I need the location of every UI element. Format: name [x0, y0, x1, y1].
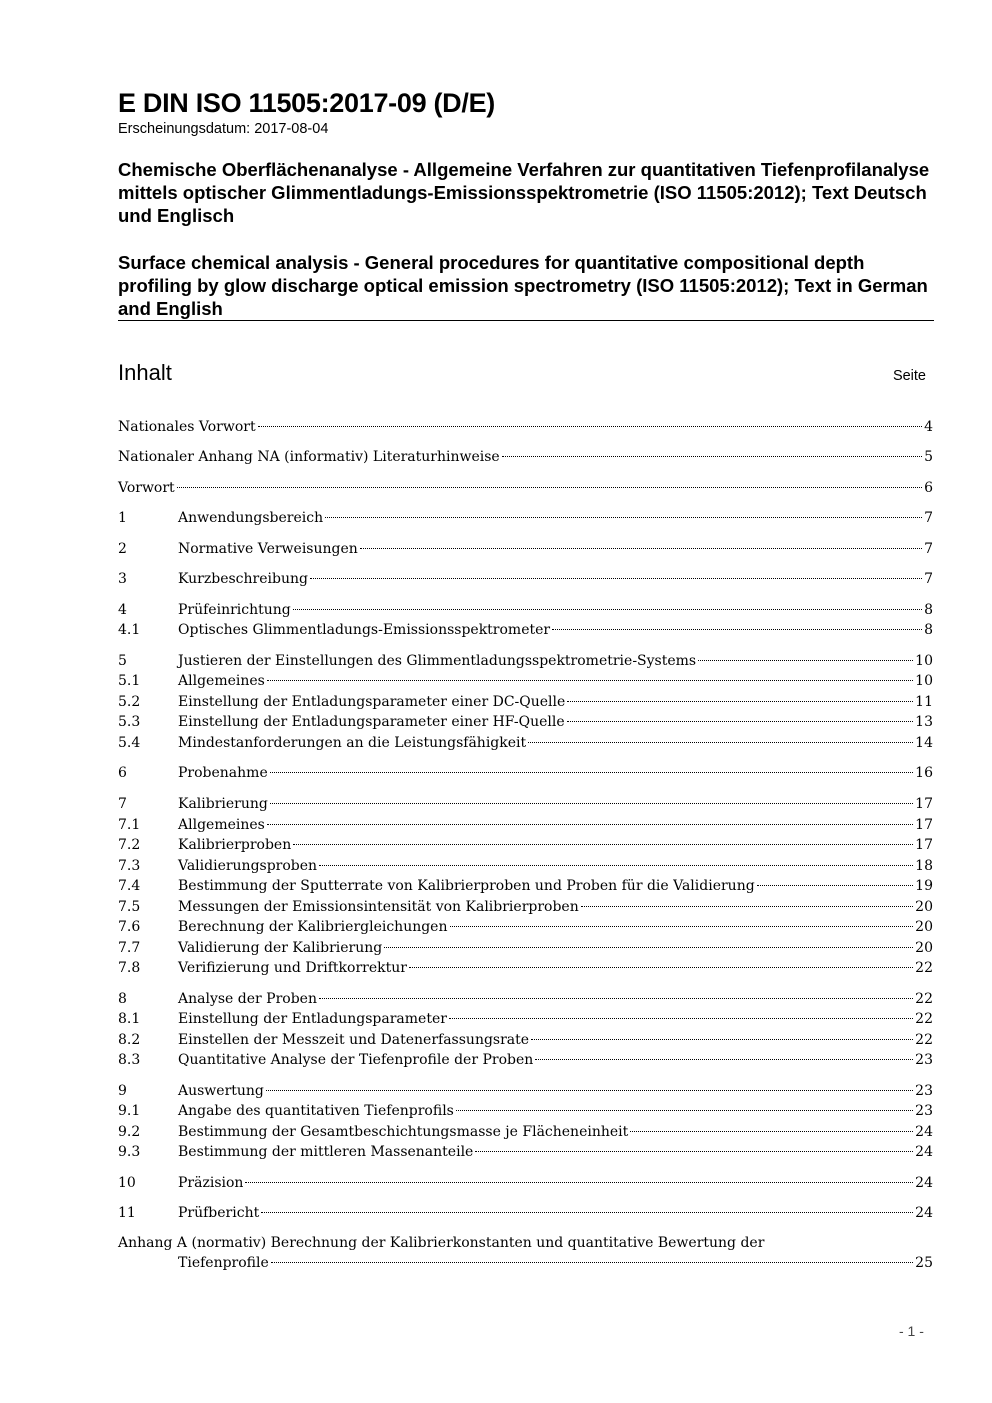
toc-entry-number: 5.4 — [118, 735, 141, 751]
toc-leader — [267, 824, 913, 825]
toc-entry[interactable] — [118, 856, 933, 877]
title-german: Chemische Oberflächenanalyse - Allgemeine Verfahren zur quantitativen Tiefenprofilanalyse mittels optischer Glimmentladungs-Emissionsspektrometrie (ISO 11505:2012); Text Deutsch und Englisch — [118, 159, 930, 226]
toc-entry[interactable] — [118, 835, 933, 856]
toc-entry-number: 8.3 — [118, 1052, 141, 1068]
toc-entry-title: Anwendungsbereich — [178, 510, 324, 526]
toc-entry-page: 13 — [915, 714, 933, 730]
toc-leader — [319, 865, 913, 866]
toc-entry-number: 4 — [118, 602, 127, 618]
toc-entry-title: Verifizierung und Driftkorrektur — [178, 960, 407, 976]
toc-entry-page: 20 — [915, 899, 933, 915]
toc-entry-title: Nationaler Anhang NA (informativ) Literaturhinweise — [118, 449, 500, 465]
toc-entry-title: Angabe des quantitativen Tiefenprofils — [178, 1103, 454, 1119]
toc-entry[interactable] — [118, 917, 933, 938]
toc-entry-page: 10 — [915, 673, 933, 689]
toc-entry-page: 22 — [915, 960, 933, 976]
toc-leader — [293, 609, 922, 610]
toc-leader — [567, 701, 913, 702]
toc-entry[interactable] — [118, 989, 933, 1010]
toc-entry-page: 7 — [924, 510, 933, 526]
toc-entry-page: 5 — [924, 449, 933, 465]
toc-entry-number: 5.3 — [118, 714, 141, 730]
toc-leader — [450, 926, 914, 927]
publication-date: Erscheinungsdatum: 2017-08-04 — [118, 121, 329, 137]
toc-entry-title: Einstellung der Entladungsparameter einer HF-Quelle — [178, 714, 565, 730]
page-number: - 1 - — [899, 1323, 924, 1339]
toc-leader — [319, 998, 913, 999]
toc-leader — [475, 1151, 913, 1152]
toc-entry-page: 6 — [924, 480, 933, 496]
toc-entry-page: 4 — [924, 419, 933, 435]
toc-entry-title: Berechnung der Kalibriergleichungen — [178, 919, 448, 935]
toc-entry-number: 8 — [118, 991, 127, 1007]
toc-entry-page: 23 — [915, 1052, 933, 1068]
toc-entry[interactable] — [118, 733, 933, 754]
toc-entry[interactable] — [118, 508, 933, 529]
toc-leader — [270, 772, 913, 773]
toc-entry[interactable] — [118, 876, 933, 897]
toc-leader — [258, 426, 923, 427]
toc-entry[interactable] — [118, 620, 933, 641]
toc-entry[interactable] — [118, 447, 933, 468]
toc-entry-title: Analyse der Proben — [178, 991, 317, 1007]
toc-annex-title: Tiefenprofile — [178, 1255, 269, 1271]
toc-leader — [698, 660, 913, 661]
toc-entry-page: 20 — [915, 940, 933, 956]
toc-entry-page: 8 — [924, 602, 933, 618]
toc-entry-title: Optisches Glimmentladungs-Emissionsspektrometer — [178, 622, 551, 638]
toc-page-label: Seite — [892, 368, 926, 384]
toc-leader — [409, 967, 913, 968]
toc-entry-title: Prüfbericht — [178, 1205, 260, 1221]
toc-leader — [552, 629, 922, 630]
toc-entry-title: Kalibrierproben — [178, 837, 292, 853]
toc-entry[interactable] — [118, 1101, 933, 1122]
toc-entry-number: 8.2 — [118, 1032, 141, 1048]
toc-entry-page: 14 — [915, 735, 933, 751]
toc-entry-number: 7.3 — [118, 858, 141, 874]
toc-entry-title: Allgemeines — [178, 673, 265, 689]
toc-entry-number: 2 — [118, 541, 127, 557]
toc-entry-number: 7.4 — [118, 878, 141, 894]
toc-entry[interactable] — [118, 712, 933, 733]
toc-heading: Inhalt — [118, 360, 172, 385]
title-english: Surface chemical analysis - General procedures for quantitative compositional depth profiling by glow discharge optical emission spectrometry (ISO 11505:2012); Text in German and English — [118, 252, 928, 319]
toc-entry-number: 3 — [118, 571, 127, 587]
toc-leader — [266, 1090, 913, 1091]
toc-entry-number: 5.2 — [118, 694, 141, 710]
toc-annex-line1[interactable]: Anhang A (normativ) Berechnung der Kalibrierkonstanten und quantitative Bewertung der — [118, 1235, 765, 1251]
toc-entry-title: Nationales Vorwort — [118, 419, 256, 435]
toc-entry-title: Kurzbeschreibung — [178, 571, 308, 587]
toc-entry[interactable] — [118, 1122, 933, 1143]
toc-entry-page: 17 — [915, 796, 933, 812]
toc-leader — [267, 680, 913, 681]
toc-entry-page: 22 — [915, 991, 933, 1007]
toc-leader — [261, 1212, 913, 1213]
toc-entry-title: Präzision — [178, 1175, 244, 1191]
toc-entry[interactable] — [118, 478, 933, 499]
toc-entry-page: 22 — [915, 1032, 933, 1048]
toc-annex-entry[interactable] — [118, 1253, 933, 1274]
toc-entry-title: Vorwort — [118, 480, 175, 496]
toc-entry-number: 7.5 — [118, 899, 141, 915]
toc-entry-page: 23 — [915, 1083, 933, 1099]
toc-entry[interactable] — [118, 600, 933, 621]
toc-entry-page: 20 — [915, 919, 933, 935]
toc-entry[interactable] — [118, 417, 933, 438]
toc-entry-title: Validierung der Kalibrierung — [178, 940, 383, 956]
toc-entry-number: 8.1 — [118, 1011, 141, 1027]
toc-entry-title: Einstellen der Messzeit und Datenerfassungsrate — [178, 1032, 530, 1048]
toc-entry-number: 9.2 — [118, 1124, 141, 1140]
toc-entry-number: 7.2 — [118, 837, 141, 853]
toc-entry[interactable] — [118, 1203, 933, 1224]
toc-entry-page: 10 — [915, 653, 933, 669]
toc-entry-number: 6 — [118, 765, 127, 781]
toc-entry-number: 9 — [118, 1083, 127, 1099]
toc-leader — [531, 1039, 913, 1040]
toc-entry-title: Bestimmung der Gesamtbeschichtungsmasse je Flächeneinheit — [178, 1124, 629, 1140]
toc-entry[interactable] — [118, 815, 933, 836]
toc-leader — [310, 578, 922, 579]
toc-entry-number: 1 — [118, 510, 127, 526]
toc-entry-page: 24 — [915, 1144, 933, 1160]
toc-leader — [270, 803, 913, 804]
toc-entry-title: Einstellung der Entladungsparameter einer DC-Quelle — [178, 694, 566, 710]
toc-entry-page: 24 — [915, 1124, 933, 1140]
toc-entry[interactable] — [118, 794, 933, 815]
toc-leader — [567, 721, 914, 722]
toc-entry-title: Validierungsproben — [178, 858, 318, 874]
toc-entry-number: 9.1 — [118, 1103, 141, 1119]
toc-leader — [757, 885, 913, 886]
toc-entry-title: Prüfeinrichtung — [178, 602, 291, 618]
toc-entry[interactable] — [118, 671, 933, 692]
toc-entry-page: 24 — [915, 1205, 933, 1221]
toc-entry[interactable] — [118, 1030, 933, 1051]
toc-entry-number: 9.3 — [118, 1144, 141, 1160]
toc-leader — [360, 548, 922, 549]
toc-entry[interactable] — [118, 763, 933, 784]
toc-entry-page: 22 — [915, 1011, 933, 1027]
toc-entry-page: 17 — [915, 817, 933, 833]
toc-entry-title: Bestimmung der Sputterrate von Kalibrierproben und Proben für die Validierung — [178, 878, 755, 894]
toc-entry-title: Mindestanforderungen an die Leistungsfähigkeit — [178, 735, 527, 751]
toc-leader — [449, 1018, 913, 1019]
toc-entry-title: Justieren der Einstellungen des Glimmentladungsspektrometrie-Systems — [178, 653, 697, 669]
toc-leader — [528, 742, 913, 743]
toc-entry-number: 5.1 — [118, 673, 141, 689]
toc-entry-number: 7.8 — [118, 960, 141, 976]
toc-entry[interactable] — [118, 539, 933, 560]
toc-entry-page: 16 — [915, 765, 933, 781]
toc-entry-number: 7.6 — [118, 919, 141, 935]
toc-leader — [384, 947, 913, 948]
toc-leader — [630, 1131, 913, 1132]
toc-leader — [456, 1110, 913, 1111]
toc-leader — [245, 1182, 913, 1183]
document-id: E DIN ISO 11505:2017-09 (D/E) — [118, 88, 495, 118]
toc-entry-page: 11 — [915, 694, 933, 710]
toc-entry-number: 7 — [118, 796, 127, 812]
toc-entry-number: 10 — [118, 1175, 136, 1191]
toc-entry-title: Allgemeines — [178, 817, 265, 833]
toc-entry-page: 18 — [915, 858, 933, 874]
toc-annex-page: 25 — [915, 1255, 933, 1271]
toc-entry-title: Bestimmung der mittleren Massenanteile — [178, 1144, 474, 1160]
toc-entry-number: 4.1 — [118, 622, 141, 638]
toc-entry-number: 11 — [118, 1205, 136, 1221]
toc-entry[interactable] — [118, 938, 933, 959]
toc-entry[interactable] — [118, 1009, 933, 1030]
header-divider — [118, 320, 934, 321]
toc-entry[interactable] — [118, 1050, 933, 1071]
toc-entry-page: 7 — [924, 541, 933, 557]
toc-entry-page: 17 — [915, 837, 933, 853]
toc-entry-title: Auswertung — [178, 1083, 264, 1099]
toc-entry[interactable] — [118, 1173, 933, 1194]
toc-leader — [177, 487, 922, 488]
toc-entry-title: Quantitative Analyse der Tiefenprofile der Proben — [178, 1052, 534, 1068]
toc-entry[interactable] — [118, 569, 933, 590]
toc-entry-page: 23 — [915, 1103, 933, 1119]
toc-leader — [502, 456, 922, 457]
toc-entry-number: 7.7 — [118, 940, 141, 956]
toc-entry-title: Normative Verweisungen — [178, 541, 358, 557]
toc-entry[interactable] — [118, 897, 933, 918]
toc-leader — [271, 1262, 913, 1263]
toc-entry-title: Einstellung der Entladungsparameter — [178, 1011, 447, 1027]
toc-entry-title: Probenahme — [178, 765, 268, 781]
toc-entry-page: 8 — [924, 622, 933, 638]
toc-entry[interactable] — [118, 692, 933, 713]
toc-entry-number: 7.1 — [118, 817, 141, 833]
toc-entry-page: 24 — [915, 1175, 933, 1191]
toc-entry-title: Kalibrierung — [178, 796, 268, 812]
toc-entry[interactable] — [118, 1142, 933, 1163]
toc-leader — [581, 906, 913, 907]
toc-entry[interactable] — [118, 958, 933, 979]
toc-entry-page: 7 — [924, 571, 933, 587]
toc-entry-number: 5 — [118, 653, 127, 669]
toc-entry[interactable] — [118, 651, 933, 672]
toc-leader — [535, 1059, 913, 1060]
toc-leader — [293, 844, 913, 845]
toc-entry[interactable] — [118, 1081, 933, 1102]
toc-entry-title: Messungen der Emissionsintensität von Kalibrierproben — [178, 899, 579, 915]
toc-entry-page: 19 — [915, 878, 933, 894]
toc-leader — [325, 517, 922, 518]
